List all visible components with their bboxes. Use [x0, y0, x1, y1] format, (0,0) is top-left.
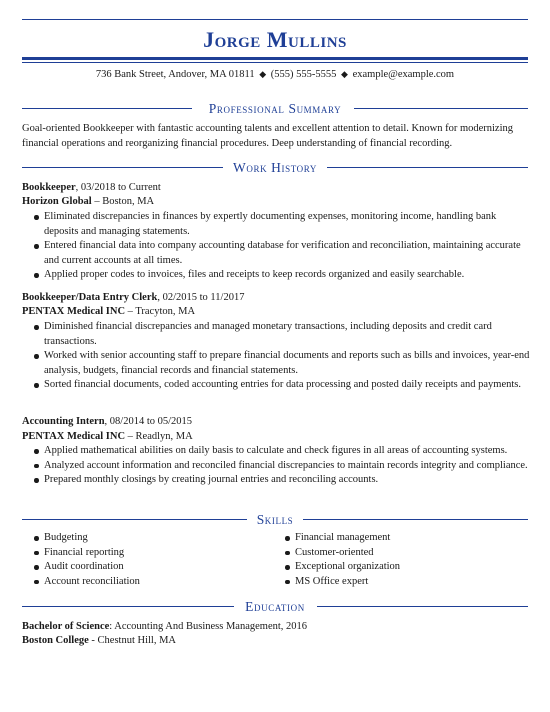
job-company-line — [22, 195, 154, 209]
education-degree-line — [22, 620, 307, 634]
skill-item: Budgeting — [22, 531, 252, 546]
list-item: Analyzed account information and reconciled financial discrepancies to maintain records integrity and compliance. — [22, 459, 532, 474]
job-location: – Boston, MA — [91, 196, 155, 207]
job-company: PENTAX Medical INC — [22, 306, 126, 317]
diamond-separator-icon: ◆ — [341, 69, 348, 79]
list-item: Sorted financial documents, coded accounting entries for data processing and posted daily receipts and payments. — [22, 378, 532, 393]
section-rule-right — [327, 167, 528, 168]
section-title: Skills — [256, 512, 294, 527]
job-title: Bookkeeper — [22, 182, 76, 193]
header-rule-thin — [22, 62, 528, 63]
list-item: Applied mathematical abilities on daily basis to calculate and check figures in all areas of accounting systems. — [22, 444, 532, 459]
phone: (555) 555-5555 — [270, 69, 337, 80]
degree: Bachelor of Science — [22, 621, 110, 632]
job-title-line — [22, 415, 192, 429]
diamond-separator-icon: ◆ — [259, 69, 267, 79]
address: 736 Bank Street, Andover, MA 01811 — [95, 69, 255, 80]
section-rule-right — [354, 108, 528, 109]
list-item: Worked with senior accounting staff to prepare financial documents and reports such as bills and invoices, year-end analysis, budgets, financial records and financial statements. — [22, 349, 532, 378]
section-rule-right — [303, 519, 528, 520]
section-header-education — [22, 598, 528, 616]
top-rule — [22, 19, 528, 20]
job-title: Accounting Intern — [22, 416, 105, 427]
list-item: Entered financial data into company accounting database for verification and reconciliation, maintaining accurate and current accounts at all times. — [22, 239, 532, 268]
job-title-line — [22, 181, 161, 195]
job-title-line — [22, 291, 244, 305]
list-item: Prepared monthly closings by creating journal entries and reconciling accounts. — [22, 473, 532, 488]
school-location: - Chestnut Hill, MA — [88, 635, 177, 646]
job-bullets — [22, 210, 532, 283]
skills-list-right — [273, 531, 503, 589]
job-dates: , 03/2018 to Current — [75, 182, 161, 193]
list-item: Applied proper codes to invoices, files and receipts to keep records organized and easily searchable. — [22, 268, 532, 283]
job-location: – Tracyton, MA — [125, 306, 196, 317]
contact-line — [0, 67, 550, 82]
job-bullets — [22, 320, 532, 393]
job-company-line — [22, 305, 195, 319]
degree-field: : Accounting And Business Management, 2016 — [109, 621, 308, 632]
skill-item: Customer-oriented — [273, 546, 503, 561]
school: Boston College — [22, 635, 89, 646]
section-header-skills — [22, 511, 528, 529]
education-school-line — [22, 634, 176, 648]
section-header-summary — [22, 100, 528, 118]
job-company: Horizon Global — [22, 196, 92, 207]
job-dates: , 08/2014 to 05/2015 — [104, 416, 193, 427]
section-title: Professional Summary — [208, 101, 342, 116]
job-dates: , 02/2015 to 11/2017 — [157, 292, 245, 303]
header-rule-thick — [22, 57, 528, 60]
job-company: PENTAX Medical INC — [22, 431, 126, 442]
job-location: – Readlyn, MA — [125, 431, 193, 442]
job-title: Bookkeeper/Data Entry Clerk — [22, 292, 158, 303]
section-title: Education — [245, 599, 305, 614]
skill-item: MS Office expert — [273, 575, 503, 590]
list-item: Eliminated discrepancies in finances by expertly documenting expenses, monitoring income, handling bank deposits and managing statements. — [22, 210, 532, 239]
summary-text: Goal-oriented Bookkeeper with fantastic accounting talents and excellent attention to detail. Known for modernizing financial operations and reorganizing financial procedures. Deep understanding of financial recording. — [22, 123, 514, 149]
job-bullets — [22, 444, 532, 488]
skills-list-left — [22, 531, 252, 589]
section-title: Work History — [233, 160, 317, 175]
section-rule-right — [317, 606, 528, 607]
candidate-name: Jorge Mullins — [203, 27, 347, 52]
section-header-work — [22, 159, 528, 177]
job-company-line — [22, 430, 193, 444]
skill-item: Financial management — [273, 531, 503, 546]
skill-item: Account reconciliation — [22, 575, 252, 590]
email: example@example.com — [352, 69, 455, 80]
skill-item: Audit coordination — [22, 560, 252, 575]
skill-item: Financial reporting — [22, 546, 252, 561]
skill-item: Exceptional organization — [273, 560, 503, 575]
list-item: Diminished financial discrepancies and managed monetary transactions, including deposits and credit card transactions. — [22, 320, 532, 349]
